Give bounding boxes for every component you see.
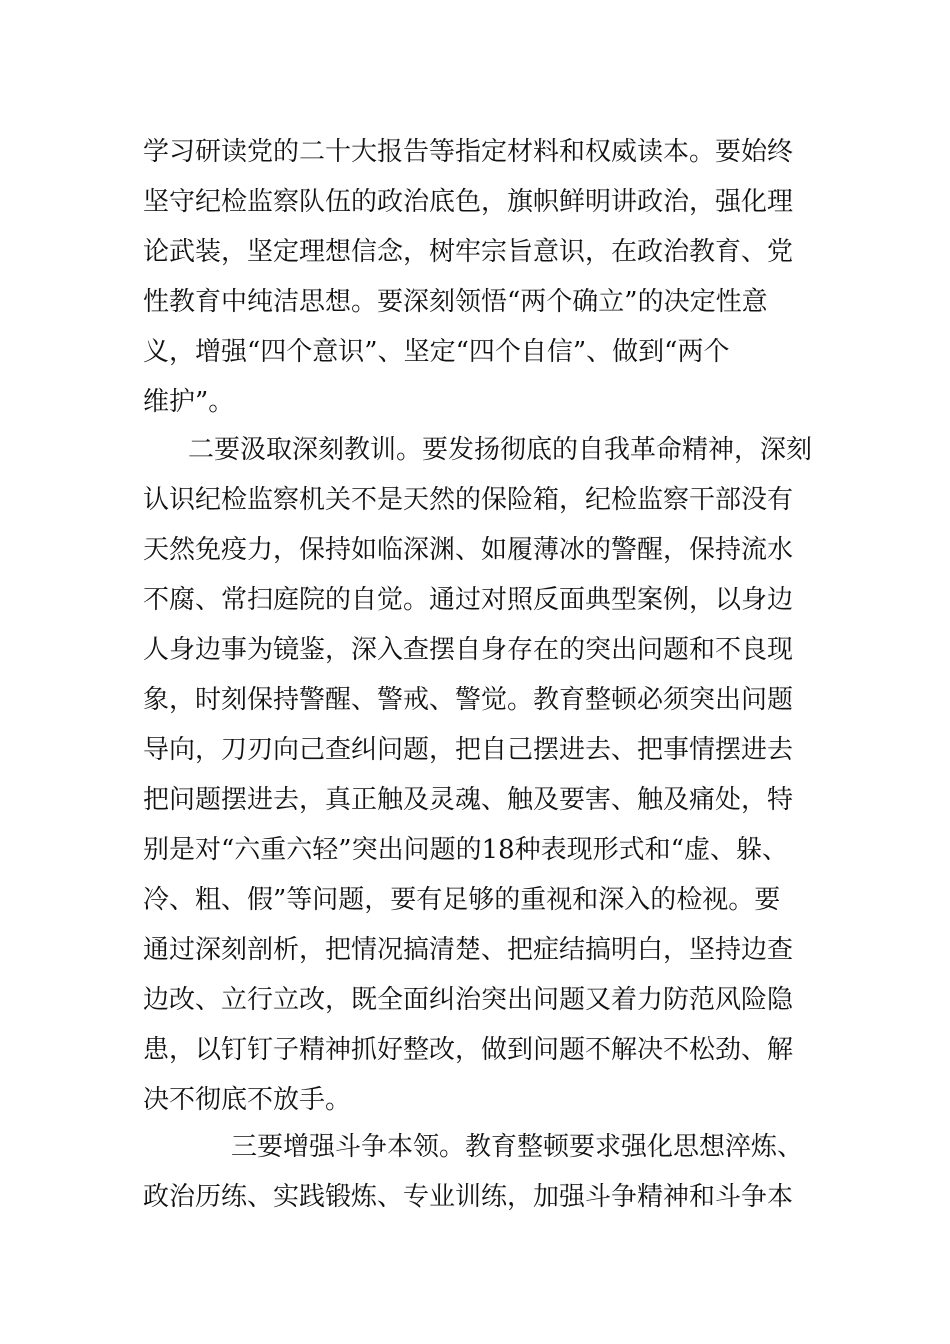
paragraph-1-line-3: 论武装，坚定理想信念，树牢宗旨意识，在政治教育、党 — [143, 237, 794, 267]
paragraph-2-line-10: 冷、粗、假”等问题，要有足够的重视和深入的检视。要 — [143, 885, 781, 915]
paragraph-3-line-1: 三要增强斗争本领。教育整顿要求强化思想淬炼、 — [231, 1132, 804, 1162]
paragraph-2-line-9: 别是对“六重六轻”突出问题的18种表现形式和“虚、躲、 — [143, 835, 788, 865]
paragraph-2-line-8: 把问题摆进去，真正触及灵魂、触及要害、触及痛处，特 — [143, 785, 794, 815]
paragraph-2-line-13: 患，以钉钉子精神抓好整改，做到问题不解决不松劲、解 — [143, 1035, 794, 1065]
paragraph-2-line-2: 认识纪检监察机关不是天然的保险箱，纪检监察干部没有 — [143, 485, 794, 515]
paragraph-2-line-7: 导向，刀刃向己查纠问题，把自己摆进去、把事情摆进去 — [143, 735, 794, 765]
paragraph-2-line-1: 二要汲取深刻教训。要发扬彻底的自我革命精神，深刻 — [188, 435, 813, 465]
paragraph-2-line-6: 象，时刻保持警醒、警戒、警觉。教育整顿必须突出问题 — [143, 685, 794, 715]
paragraph-2-line-14: 决不彻底不放手。 — [143, 1085, 352, 1115]
paragraph-1-line-6: 维护”。 — [143, 387, 235, 417]
paragraph-1-line-4: 性教育中纯洁思想。要深刻领悟“两个确立”的决定性意 — [143, 287, 768, 317]
paragraph-1-line-5: 义，增强“四个意识”、坚定“四个自信”、做到“两个 — [143, 337, 730, 367]
paragraph-2-line-11: 通过深刻剖析，把情况搞清楚、把症结搞明白，坚持边查 — [143, 935, 794, 965]
paragraph-2-line-5: 人身边事为镜鉴，深入查摆自身存在的突出问题和不良现 — [143, 635, 794, 665]
paragraph-2-line-4: 不腐、常扫庭院的自觉。通过对照反面典型案例，以身边 — [143, 585, 794, 615]
paragraph-3-line-2: 政治历练、实践锻炼、专业训练，加强斗争精神和斗争本 — [143, 1182, 794, 1212]
paragraph-1-line-2: 坚守纪检监察队伍的政治底色，旗帜鲜明讲政治，强化理 — [143, 187, 794, 217]
paragraph-2-line-12: 边改、立行立改，既全面纠治突出问题又着力防范风险隐 — [143, 985, 794, 1015]
paragraph-1-line-1: 学习研读党的二十大报告等指定材料和权威读本。要始终 — [143, 137, 794, 167]
paragraph-2-line-3: 天然免疫力，保持如临深渊、如履薄冰的警醒，保持流水 — [143, 535, 794, 565]
